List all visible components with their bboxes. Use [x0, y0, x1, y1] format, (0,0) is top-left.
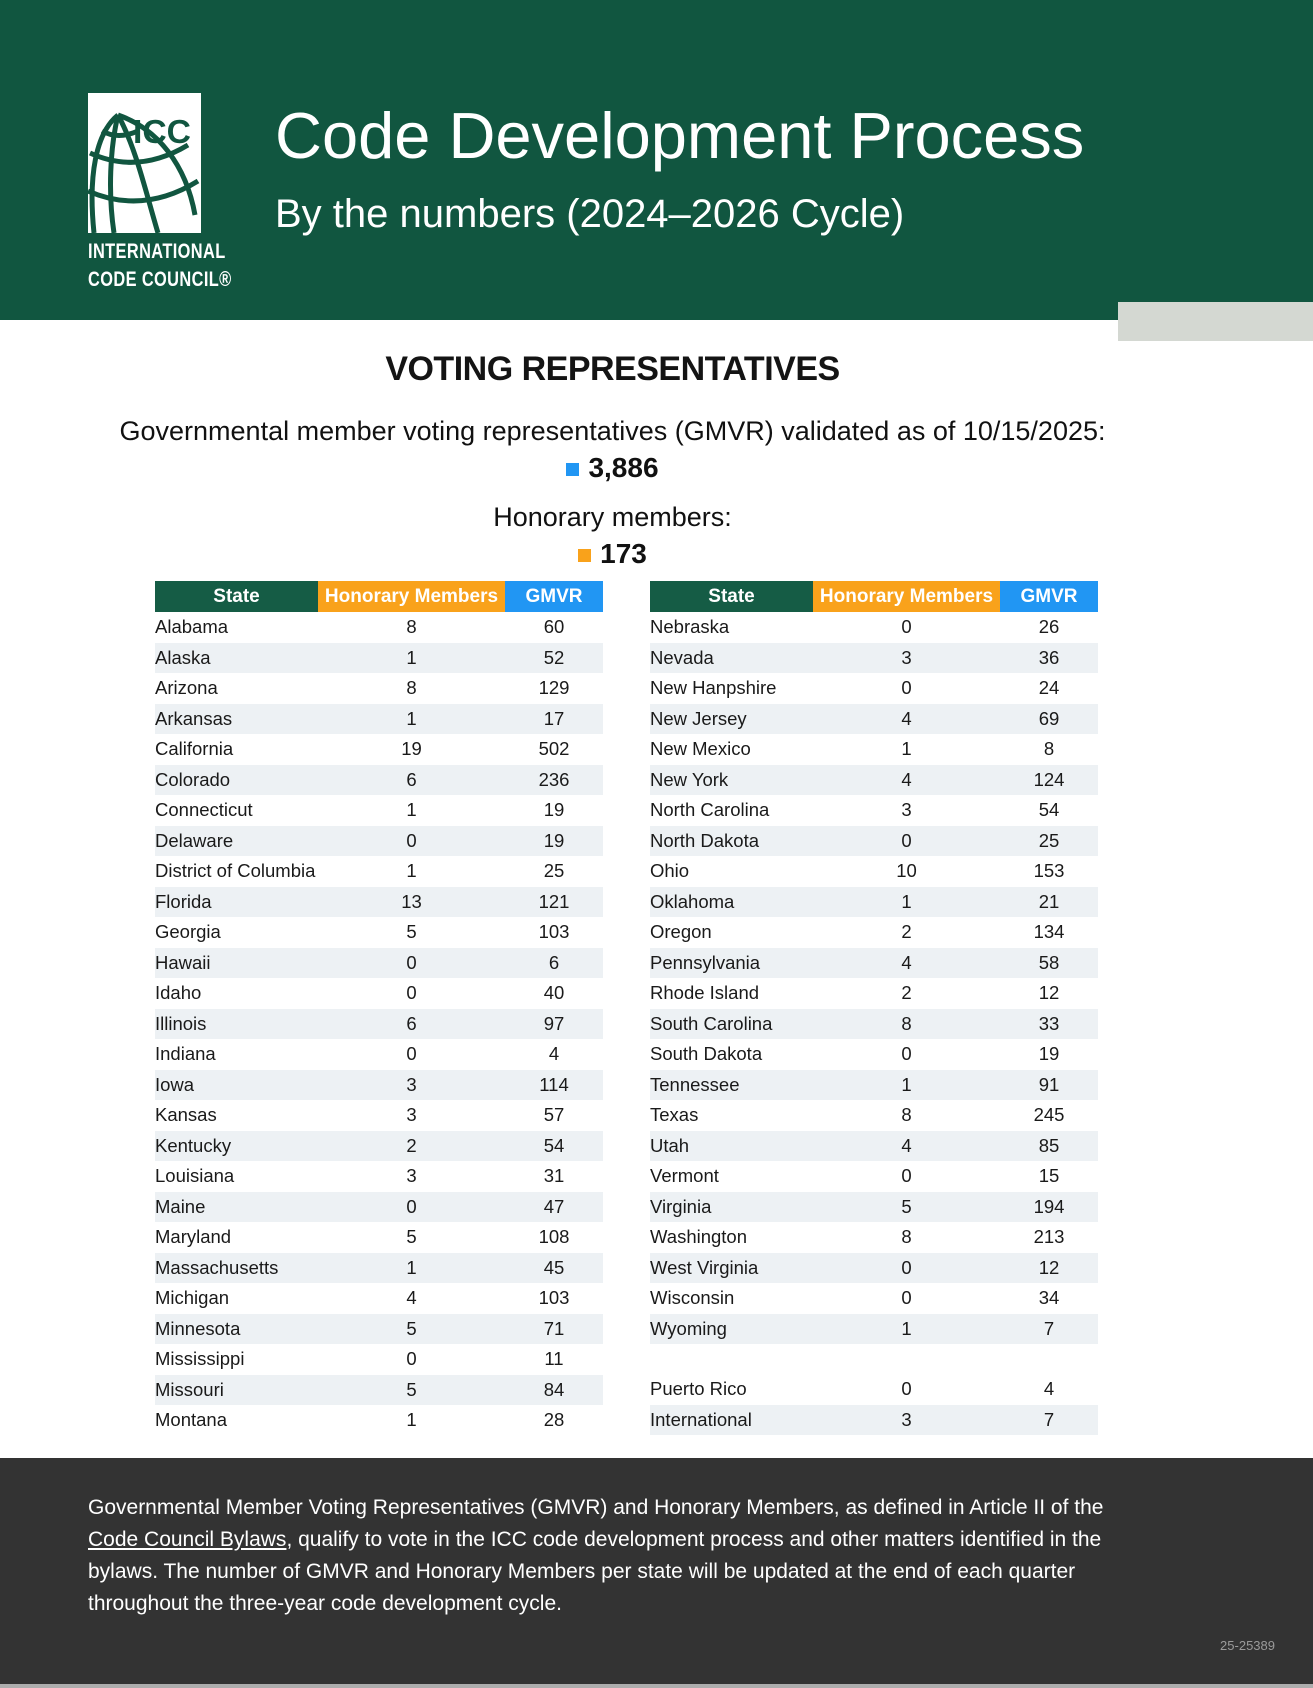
table-row [155, 1009, 603, 1040]
honorary-count: 8 [406, 677, 417, 699]
state-name: International [650, 1405, 813, 1436]
table-row [650, 1161, 1098, 1192]
honorary-count: 0 [813, 1253, 1000, 1284]
gmvr-count: 71 [505, 1314, 603, 1345]
bottom-divider [0, 1684, 1313, 1688]
gmvr-count: 124 [1000, 765, 1098, 796]
honorary-count: 0 [406, 1348, 417, 1370]
gmvr-count: 108 [538, 1226, 570, 1248]
column-header-state: State [650, 581, 813, 612]
state-name: Michigan [155, 1287, 230, 1309]
honorary-count: 2 [318, 1131, 505, 1162]
gmvr-count: 245 [1033, 1104, 1065, 1126]
table-row [155, 1375, 603, 1406]
section-title: VOTING REPRESENTATIVES [385, 350, 840, 388]
state-name: Indiana [155, 1043, 216, 1065]
gmvr-count: 114 [505, 1070, 603, 1101]
table-row [650, 643, 1098, 674]
table-row [650, 978, 1098, 1009]
table-row [650, 917, 1098, 948]
table-row [155, 1405, 603, 1436]
gmvr-count: 33 [1000, 1009, 1098, 1040]
gmvr-total [0, 452, 1225, 484]
gmvr-count: 502 [538, 738, 570, 760]
gmvr-count: 12 [1000, 1253, 1098, 1284]
table-row [650, 856, 1098, 887]
table-row [155, 1161, 603, 1192]
table-row [650, 795, 1098, 826]
state-name: Wisconsin [650, 1287, 735, 1309]
table-row [155, 1222, 603, 1253]
table-row [155, 1314, 603, 1345]
state-name: Kentucky [155, 1131, 318, 1162]
gmvr-count: 19 [543, 799, 565, 821]
honorary-count: 1 [406, 860, 417, 882]
state-name: New Jersey [650, 704, 813, 735]
state-name: Vermont [650, 1165, 719, 1187]
state-name: Iowa [155, 1070, 318, 1101]
gmvr-count: 52 [505, 643, 603, 674]
gmvr-count: 54 [1038, 799, 1060, 821]
state-name: North Dakota [650, 826, 813, 857]
honorary-count: 3 [318, 1070, 505, 1101]
state-name: South Dakota [650, 1043, 763, 1065]
honorary-count: 0 [318, 1192, 505, 1223]
gmvr-count: 28 [543, 1409, 565, 1431]
state-name: Alabama [155, 616, 229, 638]
gmvr-count: 4 [1043, 1378, 1055, 1400]
states-table-right [650, 581, 1098, 1435]
table-row [650, 1039, 1098, 1070]
honorary-count: 0 [901, 616, 912, 638]
honorary-count: 6 [318, 1009, 505, 1040]
gmvr-count: 36 [1000, 643, 1098, 674]
gmvr-count: 91 [1000, 1070, 1098, 1101]
table-row [155, 673, 603, 704]
state-name: District of Columbia [155, 860, 316, 882]
table-row [155, 1344, 603, 1375]
state-name: Arizona [155, 677, 218, 699]
table-row [155, 1100, 603, 1131]
logo-line-code-council: CODE COUNCIL® [88, 268, 232, 291]
state-name: Pennsylvania [650, 948, 813, 979]
state-name: Oklahoma [650, 887, 813, 918]
state-name: Alaska [155, 643, 318, 674]
state-name: Louisiana [155, 1165, 235, 1187]
table-row [155, 643, 603, 674]
gmvr-count: 121 [505, 887, 603, 918]
table-row [155, 734, 603, 765]
state-name: West Virginia [650, 1253, 813, 1284]
state-name: Maryland [155, 1226, 232, 1248]
honorary-label: Honorary members: [493, 502, 732, 532]
honorary-count: 5 [406, 1226, 417, 1248]
honorary-count: 3 [406, 1104, 417, 1126]
honorary-count: 13 [318, 887, 505, 918]
logo-line-international: INTERNATIONAL [88, 240, 226, 263]
state-name: Idaho [155, 982, 202, 1004]
page-title: Code Development Process [275, 99, 1085, 172]
state-name: Georgia [155, 921, 221, 943]
honorary-count: 19 [401, 738, 422, 760]
gmvr-count: 213 [1033, 1226, 1065, 1248]
honorary-count: 5 [406, 921, 417, 943]
honorary-count: 0 [406, 982, 417, 1004]
table-row [155, 948, 603, 979]
gmvr-count: 21 [1000, 887, 1098, 918]
gmvr-count: 7 [1000, 1405, 1098, 1436]
honorary-count: 5 [318, 1375, 505, 1406]
state-name: Utah [650, 1131, 813, 1162]
honorary-count: 8 [901, 1104, 912, 1126]
column-header-honorary-members: Honorary Members [813, 581, 1000, 612]
honorary-count: 8 [406, 616, 417, 638]
state-name: Missouri [155, 1375, 318, 1406]
gmvr-count: 17 [505, 704, 603, 735]
gmvr-count: 194 [1000, 1192, 1098, 1223]
honorary-count: 0 [318, 826, 505, 857]
state-name: Arkansas [155, 704, 318, 735]
honorary-count: 4 [813, 1131, 1000, 1162]
state-name: Montana [155, 1409, 227, 1431]
gmvr-count: 12 [1038, 982, 1060, 1004]
honorary-count: 0 [901, 1043, 912, 1065]
column-header-state: State [155, 581, 318, 612]
table-row [155, 978, 603, 1009]
honorary-count: 4 [813, 704, 1000, 735]
state-name: New Hanpshire [650, 677, 777, 699]
state-name: Washington [650, 1226, 748, 1248]
honorary-count: 8 [901, 1226, 912, 1248]
state-name: Virginia [650, 1192, 813, 1223]
honorary-count: 2 [901, 982, 912, 1004]
table-row [650, 612, 1098, 643]
honorary-count: 3 [901, 799, 912, 821]
table-row [650, 1374, 1098, 1405]
state-name: Tennessee [650, 1070, 813, 1101]
table-row [155, 1192, 603, 1223]
state-name: Oregon [650, 921, 712, 943]
table-row [155, 612, 603, 643]
honorary-count: 0 [901, 677, 912, 699]
spacer-row [650, 1344, 1098, 1374]
honorary-count: 10 [896, 860, 917, 882]
honorary-count: 1 [813, 1070, 1000, 1101]
gmvr-count: 11 [544, 1348, 564, 1370]
table-row [650, 1100, 1098, 1131]
state-name: Florida [155, 887, 318, 918]
page-subtitle: By the numbers (2024–2026 Cycle) [275, 192, 905, 236]
table-row [650, 734, 1098, 765]
gmvr-count: 103 [538, 1287, 570, 1309]
honorary-count: 4 [813, 765, 1000, 796]
honorary-count: 4 [813, 948, 1000, 979]
honorary-count: 2 [901, 921, 912, 943]
state-name: Hawaii [155, 948, 318, 979]
gmvr-count: 153 [1033, 860, 1065, 882]
gmvr-count: 60 [543, 616, 565, 638]
gmvr-count: 47 [505, 1192, 603, 1223]
footer-text-before: Governmental Member Voting Representatives (GMVR) and Honorary Members, as defined in Article II of the [88, 1496, 1104, 1519]
footer-banner [0, 1458, 1313, 1688]
gmvr-count: 69 [1000, 704, 1098, 735]
orange-square-bullet-icon [578, 549, 591, 562]
gmvr-count: 26 [1038, 616, 1060, 638]
table-row [155, 887, 603, 918]
icc-acronym: ICC [133, 113, 191, 150]
table-header-row [650, 581, 1098, 612]
table-row [650, 704, 1098, 735]
gmvr-count: 4 [548, 1043, 560, 1065]
state-name: Nevada [650, 643, 813, 674]
gmvr-count: 129 [538, 677, 570, 699]
document-number: 25-25389 [1220, 1638, 1275, 1653]
honorary-total-value: 173 [600, 538, 647, 569]
gmvr-count: 45 [505, 1253, 603, 1284]
state-name: Rhode Island [650, 982, 760, 1004]
table-row [650, 1222, 1098, 1253]
state-name: Puerto Rico [650, 1378, 747, 1400]
table-row [650, 1009, 1098, 1040]
gmvr-count: 54 [505, 1131, 603, 1162]
state-name: Wyoming [650, 1314, 813, 1345]
table-row [650, 1405, 1098, 1436]
honorary-count: 5 [813, 1192, 1000, 1223]
honorary-total [0, 538, 1225, 570]
gmvr-count: 134 [1033, 921, 1065, 943]
table-row [155, 1070, 603, 1101]
table-row [650, 1283, 1098, 1314]
honorary-count: 1 [318, 1253, 505, 1284]
gmvr-count: 25 [543, 860, 565, 882]
honorary-count: 4 [406, 1287, 417, 1309]
table-row [155, 1283, 603, 1314]
gmvr-count: 8 [1043, 738, 1055, 760]
honorary-count: 0 [813, 826, 1000, 857]
honorary-count: 1 [318, 704, 505, 735]
state-name: North Carolina [650, 799, 770, 821]
state-name: Minnesota [155, 1314, 318, 1345]
table-row [155, 1039, 603, 1070]
honorary-count: 1 [406, 799, 417, 821]
state-name: Kansas [155, 1104, 217, 1126]
state-name: Texas [650, 1104, 699, 1126]
table-row [155, 1131, 603, 1162]
honorary-count: 1 [406, 1409, 417, 1431]
state-name: Delaware [155, 826, 318, 857]
honorary-count: 0 [318, 948, 505, 979]
honorary-count: 0 [901, 1287, 912, 1309]
honorary-count: 6 [318, 765, 505, 796]
honorary-count: 0 [406, 1043, 417, 1065]
table-row [650, 673, 1098, 704]
column-header-gmvr: GMVR [505, 581, 603, 612]
honorary-count: 5 [318, 1314, 505, 1345]
gmvr-count: 40 [543, 982, 565, 1004]
gmvr-count: 25 [1000, 826, 1098, 857]
gmvr-count: 7 [1000, 1314, 1098, 1345]
gmvr-count: 85 [1000, 1131, 1098, 1162]
table-row [650, 1253, 1098, 1284]
honorary-count: 3 [813, 1405, 1000, 1436]
gmvr-count: 19 [505, 826, 603, 857]
honorary-count: 3 [406, 1165, 417, 1187]
state-name: Nebraska [650, 616, 730, 638]
blue-square-bullet-icon [566, 463, 579, 476]
table-row [650, 765, 1098, 796]
state-name: New Mexico [650, 738, 751, 760]
bylaws-link[interactable]: Code Council Bylaws [88, 1528, 287, 1551]
state-name: Colorado [155, 765, 318, 796]
table-row [650, 887, 1098, 918]
gmvr-count: 6 [505, 948, 603, 979]
gmvr-count: 34 [1038, 1287, 1060, 1309]
gmvr-count: 103 [538, 921, 570, 943]
table-row [155, 704, 603, 735]
table-row [155, 826, 603, 857]
state-name: Massachusetts [155, 1253, 318, 1284]
footer-note [88, 1492, 1128, 1620]
table-row [650, 1314, 1098, 1345]
gmvr-count: 24 [1038, 677, 1060, 699]
honorary-count: 0 [901, 1378, 912, 1400]
state-name: Connecticut [155, 799, 253, 821]
table-row [650, 1070, 1098, 1101]
gmvr-count: 15 [1038, 1165, 1060, 1187]
table-row [155, 765, 603, 796]
table-row [650, 948, 1098, 979]
gmvr-count: 97 [505, 1009, 603, 1040]
state-name: Maine [155, 1192, 318, 1223]
honorary-count: 1 [318, 643, 505, 674]
state-name: Ohio [650, 860, 690, 882]
honorary-count: 0 [901, 1165, 912, 1187]
gmvr-count: 84 [505, 1375, 603, 1406]
column-header-honorary-members: Honorary Members [318, 581, 505, 612]
honorary-count: 3 [813, 643, 1000, 674]
state-name: New York [650, 765, 813, 796]
state-name: South Carolina [650, 1009, 813, 1040]
table-row [650, 1131, 1098, 1162]
footer-text-after: , qualify to vote in the ICC code development process and other matters identified in the bylaws. The number of GMVR and Honorary Members per state will be updated at the end of each quarter throughout the three-year code development cycle. [88, 1528, 1102, 1615]
honorary-count: 8 [813, 1009, 1000, 1040]
gmvr-label: Governmental member voting representatives (GMVR) validated as of 10/15/2025: [119, 416, 1106, 446]
gmvr-count: 19 [1038, 1043, 1060, 1065]
state-name: Mississippi [155, 1348, 245, 1370]
table-row [155, 917, 603, 948]
states-table-left [155, 581, 603, 1436]
table-row [155, 1253, 603, 1284]
honorary-count: 1 [813, 1314, 1000, 1345]
table-row [650, 1192, 1098, 1223]
honorary-count: 1 [901, 738, 912, 760]
honorary-count: 1 [813, 887, 1000, 918]
gmvr-count: 57 [543, 1104, 565, 1126]
state-name: California [155, 738, 234, 760]
gmvr-total-value: 3,886 [588, 452, 659, 483]
state-name: Illinois [155, 1009, 318, 1040]
gmvr-count: 31 [543, 1165, 565, 1187]
table-row [155, 856, 603, 887]
table-header-row [155, 581, 603, 612]
table-row [650, 826, 1098, 857]
table-row [155, 795, 603, 826]
gmvr-count: 58 [1000, 948, 1098, 979]
gmvr-count: 236 [505, 765, 603, 796]
column-header-gmvr: GMVR [1000, 581, 1098, 612]
